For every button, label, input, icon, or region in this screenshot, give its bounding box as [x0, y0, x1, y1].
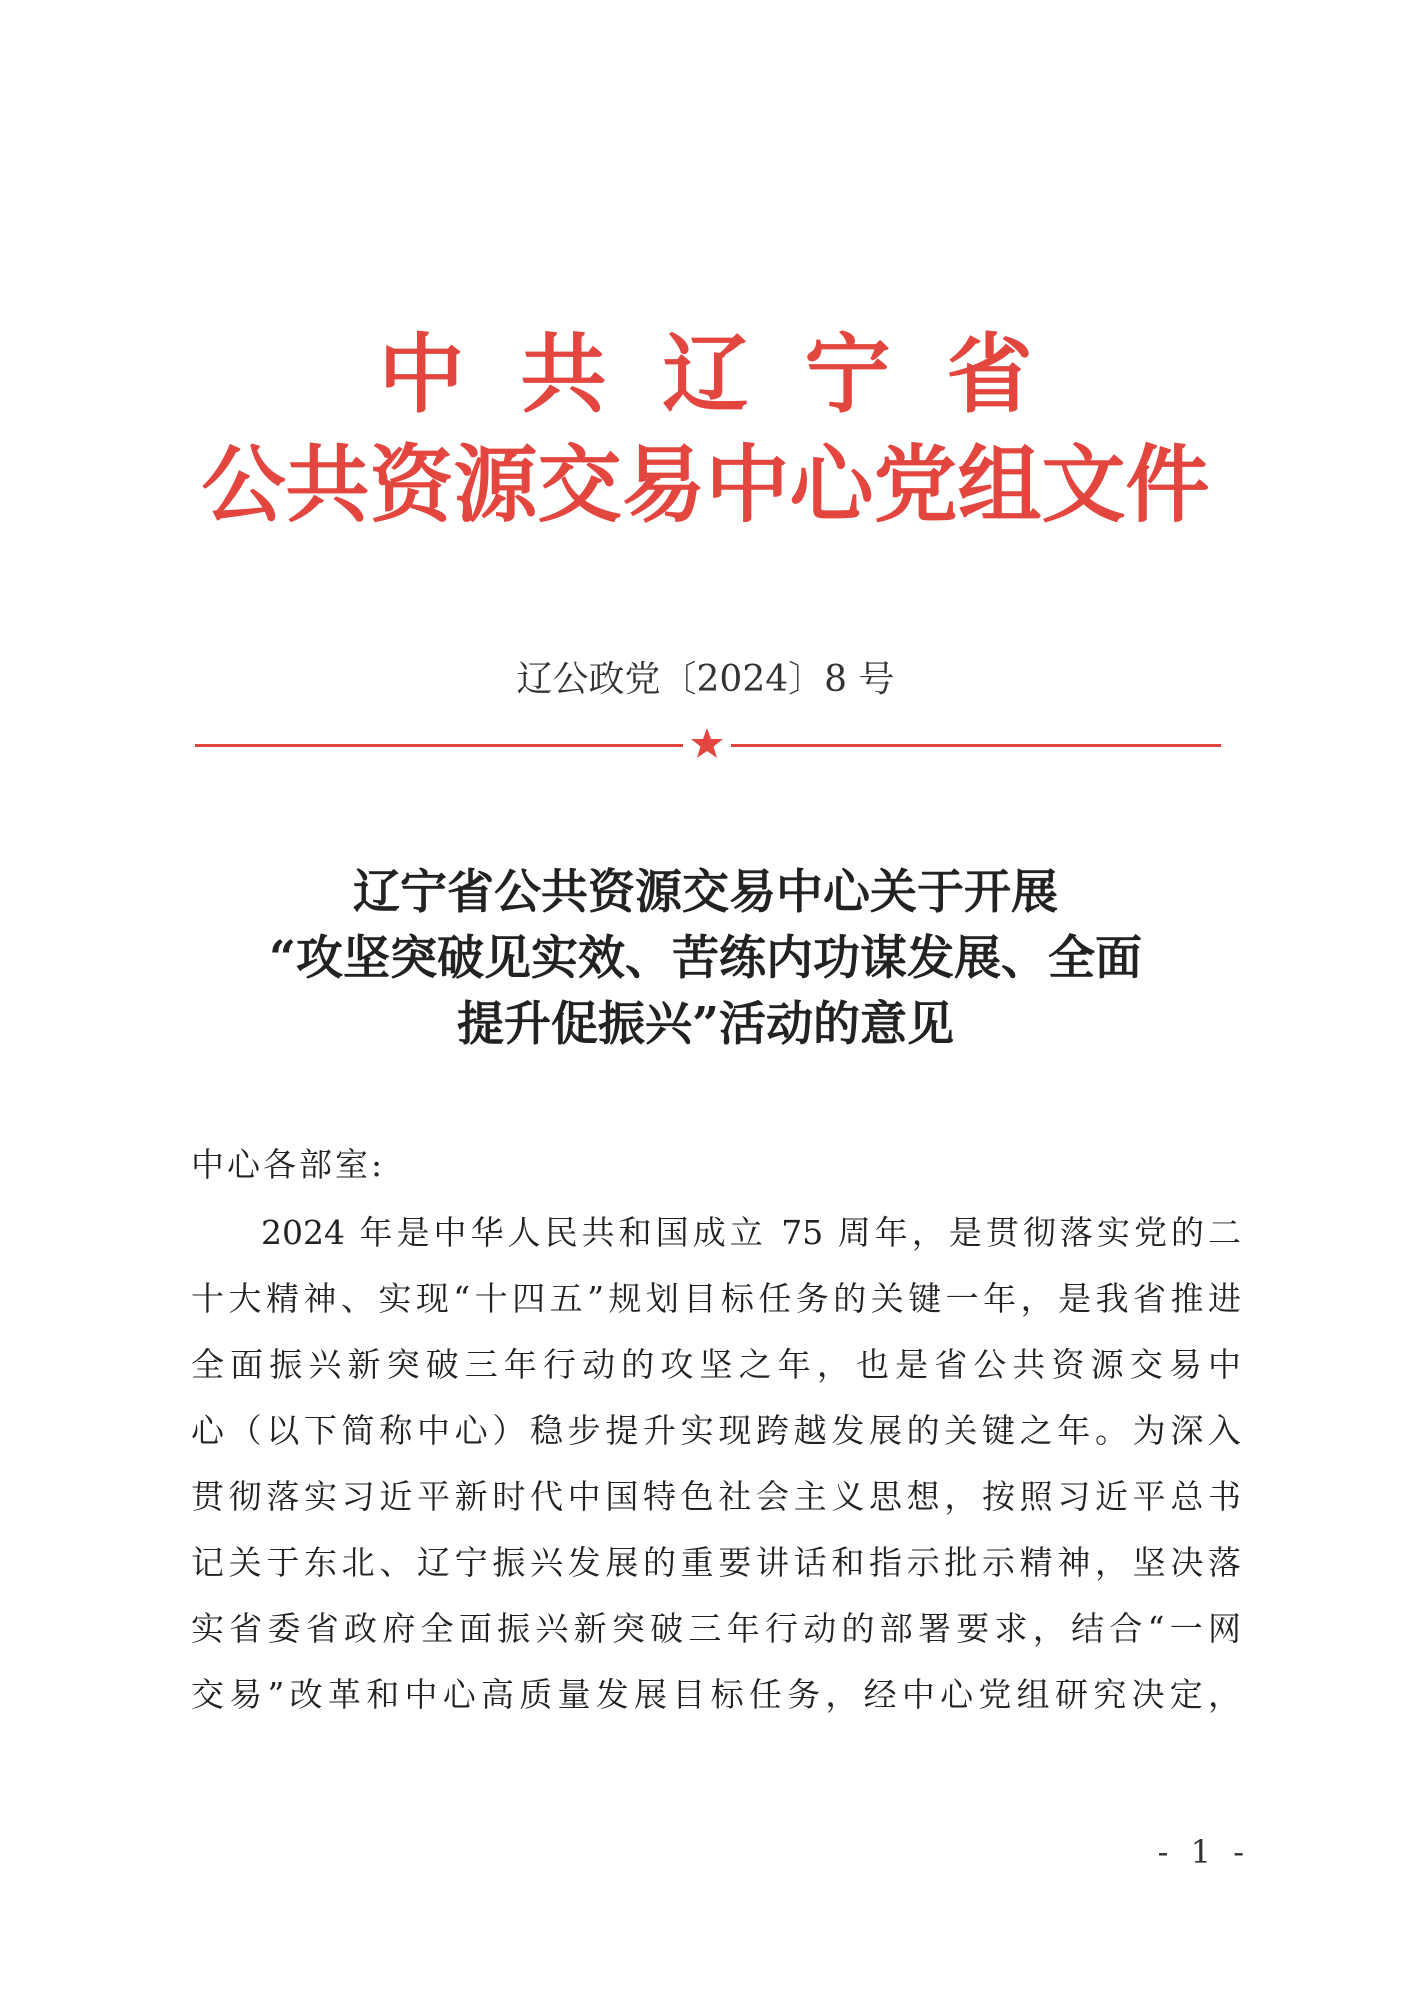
masthead-line1: 中共辽宁省: [378, 324, 1089, 425]
title-line1: 辽宁省公共资源交易中心关于开展: [353, 865, 1058, 920]
body-line: 交易”改革和中心高质量发展目标任务，经中心党组研究决定，: [191, 1675, 1241, 1714]
red-divider-left: [195, 744, 683, 747]
masthead-line2: 公共资源交易中心党组文件: [201, 435, 1210, 534]
body-line: 2024 年是中华人民共和国成立 75 周年，是贯彻落实党的二: [261, 1213, 1241, 1252]
body-line: 记关于东北、辽宁振兴发展的重要讲话和指示批示精神，坚决落: [191, 1543, 1241, 1582]
title-line2: “攻坚突破见实效、苦练内功谋发展、全面: [268, 931, 1143, 986]
document-number: 辽公政党〔2024〕8 号: [516, 659, 895, 700]
body-text: [191, 1200, 1241, 1728]
body-line: 全面振兴新突破三年行动的攻坚之年，也是省公共资源交易中: [191, 1345, 1241, 1384]
page-number: - 1 -: [1157, 1833, 1250, 1871]
star-icon: [688, 724, 726, 762]
red-divider-right: [731, 744, 1221, 747]
body-line: 心（以下简称中心）稳步提升实现跨越发展的关键之年。为深入: [191, 1411, 1241, 1450]
title-line3: 提升促振兴”活动的意见: [456, 997, 955, 1052]
document-title: [0, 860, 1411, 1058]
body-line: 十大精神、实现“十四五”规划目标任务的关键一年，是我省推进: [191, 1279, 1241, 1318]
body-line: 实省委省政府全面振兴新突破三年行动的部署要求，结合“一网: [191, 1609, 1241, 1648]
addressee: 中心各部室:: [191, 1145, 386, 1184]
body-line: 贯彻落实习近平新时代中国特色社会主义思想，按照习近平总书: [191, 1477, 1241, 1516]
